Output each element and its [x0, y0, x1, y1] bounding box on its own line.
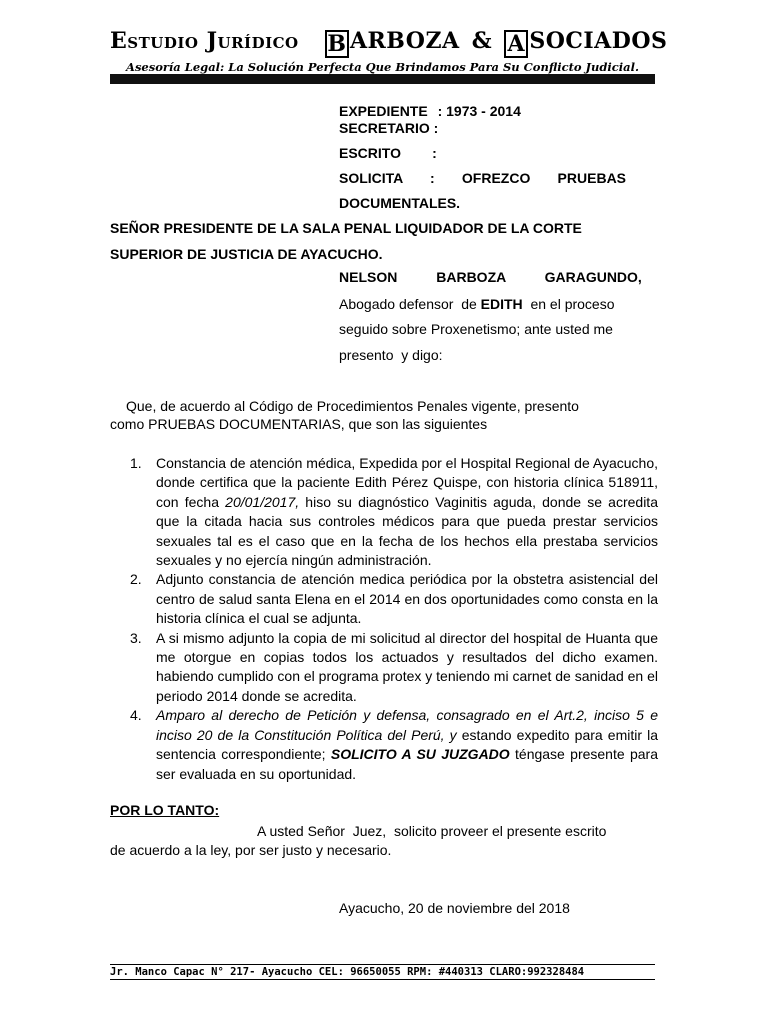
secretario-line: SECRETARIO : [339, 120, 439, 136]
letterhead-rule [110, 74, 655, 84]
expediente-value: : 1973 - 2014 [437, 103, 521, 119]
author-line-4: presento y digo: [339, 347, 443, 363]
letterhead-tagline: Asesoría Legal: La Solución Perfecta Que Brindamos Para Su Conflicto Judicial. [126, 60, 639, 74]
list-item-text-cont: téngase presente para ser evaluada en su oportunidad. [156, 746, 658, 782]
list-item [130, 629, 658, 707]
addressee-line-1: SEÑOR PRESIDENTE DE LA SALA PENAL LIQUIDADOR DE LA CORTE [110, 220, 582, 236]
letterhead-title [110, 28, 668, 62]
letterhead-asociados: SOCIADOS [529, 28, 668, 54]
list-item-text: A si mismo adjunto la copia de mi solicitud al director del hospital de Huanta que me otorgue en copias todos los actuados y resultados del dicho examen. habiendo cumplido con el programa protex y teniendo mi carnet de sanidad en el periodo 2014 donde se acredita. [156, 629, 658, 704]
list-item-number: 1. [130, 455, 142, 471]
solicita-line-2: DOCUMENTALES. [339, 195, 461, 211]
intro-line-1: Que, de acuerdo al Código de Procedimientos Penales vigente, presento [126, 398, 579, 414]
list-item [130, 706, 658, 784]
list-item-number: 4. [130, 707, 142, 724]
closing-line-2: de acuerdo a la ley, por ser justo y necesario. [110, 842, 392, 858]
letterhead-barboza: ARBOZA [349, 28, 460, 54]
letterhead-a-box: A [504, 30, 528, 58]
letterhead-ampersand: & [471, 28, 493, 54]
place-date: Ayacucho, 20 de noviembre del 2018 [339, 900, 570, 916]
solicita-line: SOLICITA : OFREZCO PRUEBAS [339, 170, 627, 186]
author-name: NELSON BARBOZA GARAGUNDO, [339, 269, 642, 285]
evidence-list [130, 454, 658, 784]
letterhead-b-box: B [325, 30, 349, 58]
list-item-legal-basis: Amparo al derecho de Petición y defensa, consagrado en el Art.2, inciso 5 e inciso 20 de la Constitución Política del Perú, y [156, 707, 658, 743]
list-item-text-cont: hiso su diagnóstico Vaginitis aguda, donde se acredita que la citada hacia sus controles médicos para que pueda prestar servicios sexuales tal es el caso que en la fecha de los hechos ella prestaba servicios sexuales y no ejercía ningún administración. [156, 493, 658, 569]
list-item-date: 20/01/2017, [225, 493, 300, 510]
intro-line-2: como PRUEBAS DOCUMENTARIAS, que son las siguientes [110, 416, 488, 432]
footer-contact: Jr. Manco Capac N° 217- Ayacucho CEL: 96650055 RPM: #440313 CLARO:992328484 [110, 964, 655, 980]
expediente-label: EXPEDIENTE [339, 103, 428, 119]
client-name: EDITH [480, 296, 523, 312]
list-item [130, 454, 658, 570]
escrito-line: ESCRITO : [339, 145, 437, 161]
list-item [130, 570, 658, 628]
list-item-number: 2. [130, 571, 142, 588]
author-role: Abogado defensor de [339, 296, 481, 312]
author-role-cont: en el proceso [522, 296, 615, 312]
author-line-3: seguido sobre Proxenetismo; ante usted me [339, 321, 613, 337]
list-item-text: Constancia de atención médica, Expedida por el Hospital Regional de Ayacucho, donde certifica que la paciente Edith Pérez Quispe, con historia clínica 518911, con fecha [156, 455, 658, 510]
closing-line-1: A usted Señor Juez, solicito proveer el presente escrito [257, 823, 607, 839]
list-item-text: estando expedito para emitir la sentencia correspondiente; [156, 726, 658, 763]
list-item-text: Adjunto constancia de atención medica periódica por la obstetra asistencial del centro de salud santa Elena en el 2014 en dos oportunidades como consta en la historia clínica el cual se adjunta. [156, 571, 658, 627]
por-lo-tanto-heading: POR LO TANTO: [110, 802, 220, 818]
letterhead-estudio: Estudio Jurídico [110, 28, 299, 54]
list-item-number: 3. [130, 629, 142, 646]
list-item-request: SOLICITO A SU JUZGADO [330, 746, 510, 763]
addressee-line-2: SUPERIOR DE JUSTICIA DE AYACUCHO. [110, 246, 383, 262]
author-line-2 [339, 295, 615, 314]
